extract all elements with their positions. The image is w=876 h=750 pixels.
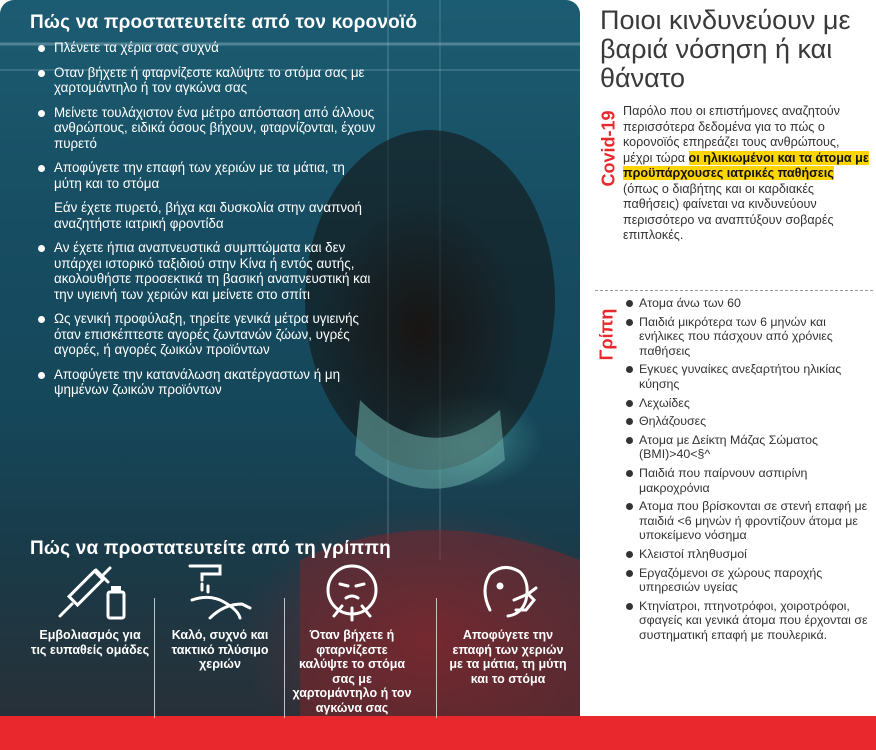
bullet-icon: [626, 300, 633, 307]
bullet-icon: [626, 551, 633, 558]
list-item: Ως γενική προφύλαξη, τηρείτε γενικά μέτρα υγιεινής όταν επισκέπτεστε αγορές ζωντανών ζώων, υγρές αγορές, ή αγορές ζωικών προϊόντων: [36, 311, 376, 358]
bullet-icon: [626, 603, 633, 610]
covid-risk-text: Παρόλο που οι επιστήμονες αναζητούν περισσότερα δεδομένα για το πώς ο κορονοϊός επηρεάζει τους ανθρώπους, μέχρι τώρα οι ηλικιωμένοι και τα άτομα με προϋπάρχουσες ιατρικές παθήσεις (όπως ο διαβήτης και οι καρδιακές παθήσεις) φαίνεται να κινδυνεύουν περισσότερο να αναπτύξουν σοβαρές επιπλοκές.: [623, 104, 869, 242]
list-item: Παιδιά που παίρνουν ασπιρίνη μακροχρόνια: [626, 466, 874, 495]
syringe-vial-icon: [50, 560, 130, 622]
handwashing-icon: [180, 560, 260, 622]
vaccination-label: Εμβολιασμός για τις ευπαθείς ομάδες: [30, 628, 150, 657]
bullet-icon: [626, 470, 633, 477]
list-item: Κλειστοί πληθυσμοί: [626, 547, 874, 562]
bullet-icon: [626, 503, 633, 510]
section-divider: [595, 290, 873, 291]
list-item: Οταν βήχετε ή φταρνίζεστε καλύψτε το στόμα σας με χαρτομάντηλο ή τον αγκώνα σας: [36, 65, 376, 96]
highlighted-risk-groups: οι ηλικιωμένοι και τα άτομα με προϋπάρχουσες ιατρικές παθήσεις: [623, 150, 869, 180]
list-item: Παιδιά μικρότερα των 6 μηνών και ενήλικες που πάσχουν από χρόνιες παθήσεις: [626, 315, 874, 359]
bullet-icon: [626, 366, 633, 373]
list-item: Μείνετε τουλάχιστον ένα μέτρο απόσταση από άλλους ανθρώπους, ειδικά όσους βήχουν, φταρνίζονται, έχουν πυρετό: [36, 105, 376, 152]
bullet-icon: [626, 400, 633, 407]
list-item: Εγκυες γυναίκες ανεξαρτήτου ηλικίας κύησης: [626, 362, 874, 391]
covid-tab-label: Covid-19: [598, 110, 619, 187]
avoid-face-touch-item: [448, 560, 568, 735]
divider: [284, 598, 285, 718]
flu-risk-list: [626, 296, 874, 646]
vaccination-item: [30, 560, 150, 735]
divider: [154, 598, 155, 718]
bullet-icon: [38, 165, 45, 172]
list-item: Αποφύγετε την κατανάλωση ακατέργαστων ή μη ψημένων ζωικών προϊόντων: [36, 367, 376, 398]
divider: [436, 598, 437, 718]
bullet-icon: [626, 319, 633, 326]
list-item: Κτηνίατροι, πτηνοτρόφοι, χοιροτρόφοι, σφαγείς και γενικά άτομα που έρχονται σε συστηματική επαφή με πουλερικά.: [626, 599, 874, 643]
face-touch-icon: [468, 560, 548, 622]
flu-tab-label: Γρίπη: [596, 308, 617, 361]
sneeze-cover-item: [292, 560, 412, 735]
bullet-icon: [38, 316, 45, 323]
list-item: Εάν έχετε πυρετό, βήχα και δυσκολία στην αναπνοή αναζητήστε ιατρική φροντίδα: [54, 200, 362, 231]
bullet-icon: [626, 418, 633, 425]
bullet-icon: [38, 372, 45, 379]
list-item: Αν έχετε ήπια αναπνευστικά συμπτώματα και δεν υπάρχει ιστορικό ταξιδιού στην Κίνα ή εντός αυτής, ακολουθήστε προσεκτικά τη βασική αναπνευστική και την υγιεινή των χεριών και μείνετε στο σπίτι: [36, 240, 376, 302]
list-item: Εργαζόμενοι σε χώρους παροχής υπηρεσιών υγείας: [626, 566, 874, 595]
flu-protection-icons: [30, 560, 570, 735]
bullet-icon: [38, 70, 45, 77]
bullet-icon: [38, 245, 45, 252]
bullet-icon: [626, 570, 633, 577]
bullet-icon: [38, 45, 45, 52]
list-item: Θηλάζουσες: [626, 414, 874, 429]
flu-protection-heading: Πώς να προστατευτείτε από τη γρίππη: [30, 538, 391, 559]
bullet-icon: [38, 110, 45, 117]
covid-protection-list: [36, 40, 376, 407]
risk-panel-title: Ποιοι κινδυνεύουν με βαριά νόσηση ή και θάνατο: [600, 5, 851, 93]
sneeze-cover-label: Όταν βήχετε ή φταρνίζεστε καλύψτε το στόμα σας με χαρτομάντηλο ή τον αγκώνα σας: [292, 628, 412, 715]
covid-protection-heading: Πώς να προστατευτείτε από τον κορονοϊό: [30, 12, 418, 33]
list-item: Αποφύγετε την επαφή των χεριών με τα μάτια, τη μύτη και το στόμα: [36, 160, 376, 191]
sneezing-face-icon: [312, 560, 392, 622]
handwashing-item: [160, 560, 280, 735]
list-item: Ατομα που βρίσκονται σε στενή επαφή με παιδιά <6 μηνών ή φροντίζουν άτομα με υποκείμενο νόσημα: [626, 499, 874, 543]
list-item: Λεχωίδες: [626, 396, 874, 411]
handwashing-label: Καλό, συχνό και τακτικό πλύσιμο χεριών: [171, 628, 269, 671]
bullet-icon: [626, 437, 633, 444]
list-item: Ατομα με Δείκτη Μάζας Σώματος (BMI)>40<§^: [626, 433, 874, 462]
list-item: Πλένετε τα χέρια σας συχνά: [36, 40, 376, 56]
avoid-face-touch-label: Αποφύγετε την επαφή των χεριών με τα μάτια, τη μύτη και το στόμα: [449, 628, 567, 686]
list-item: Ατομα άνω των 60: [626, 296, 874, 311]
